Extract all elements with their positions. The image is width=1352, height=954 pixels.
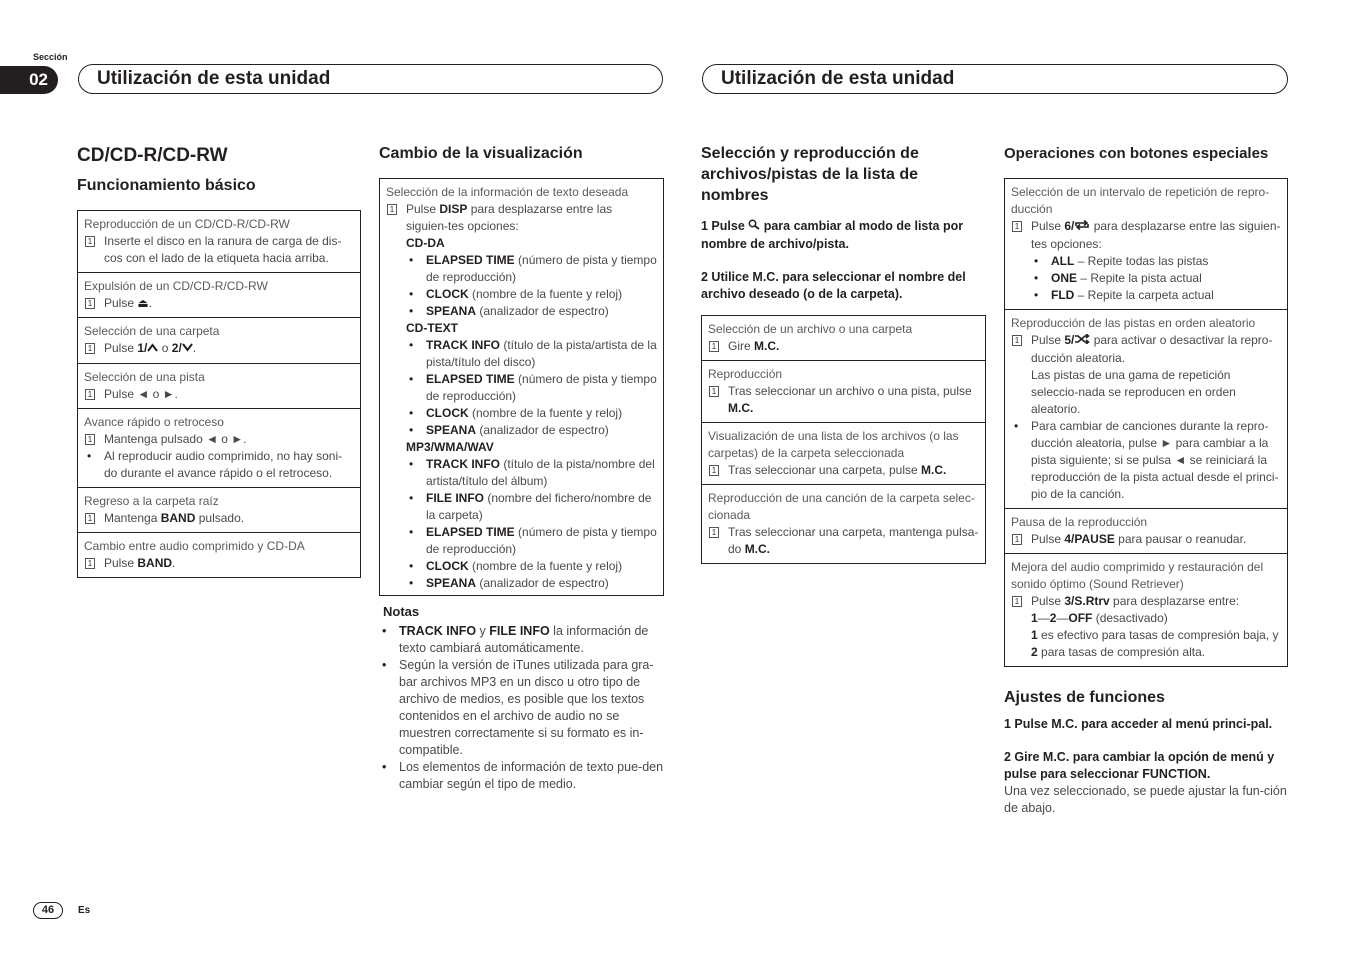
list-item: • TRACK INFO y FILE INFO la información de texto cambiará automáticamente.: [379, 623, 664, 657]
list-heading: Selección y reproducción de archivos/pistas de la lista de nombres: [701, 145, 919, 204]
table-row: Reproducción de las pistas en orden aleatorio 1 Pulse 5/ para activar o desactivar la repro-ducción aleatoria. Las pistas de una gama de repetición seleccio-nada se reproducen en orden aleatorio. • Para cambiar de canciones durante la repro-ducción aleatoria, pulse ► para cambiar a la pista siguiente; si se pulsa ◄ se reiniciará la reproducción de la pista actual desde el princi-pio de la canción.: [1005, 309, 1287, 508]
table-row: Regreso a la carpeta raíz 1 Mantenga BAND pulsado.: [78, 487, 360, 532]
eject-icon: ⏏: [137, 296, 149, 310]
instruction-1: 1 Pulse M.C. para acceder al menú princi-pal.: [1004, 717, 1273, 731]
table-row: Selección de un intervalo de repetición de repro-ducción 1 Pulse 6/ para desplazarse entre las siguien-tes opciones: • ALL – Repite todas las pistas • ONE – Repite la pista actual • FLD – Repite la carpeta actual: [1005, 179, 1287, 309]
search-icon: [748, 219, 760, 236]
repeat-icon: [1074, 219, 1090, 236]
column-list: [701, 143, 986, 564]
table-row: Pausa de la reproducción 1 Pulse 4/PAUSE para pausar o reanudar.: [1005, 508, 1287, 553]
instruction-2: 2 Utilice M.C. para seleccionar el nombre del archivo deseado (o de la carpeta).: [701, 270, 966, 301]
language-code: Es: [78, 905, 91, 916]
table-row: Selección de un archivo o una carpeta 1 Gire M.C.: [708, 322, 913, 353]
table-row: Avance rápido o retroceso 1 Mantenga pulsado ◄ o ►. • Al reproducir audio comprimido, no hay soni-do durante el avance rápido o el retroceso.: [78, 408, 360, 487]
table-row: Selección de una pista 1 Pulse ◄ o ►.: [78, 363, 360, 408]
list-item: • Según la versión de iTunes utilizada para gra-bar archivos MP3 en un disco u otro tipo de archivo de medios, es posible que los textos contenidos en el archivo de audio no se muestren correctamente si su formato es in-compatible.: [379, 657, 664, 759]
display-heading: Cambio de la visualización: [379, 145, 583, 162]
settings-heading: Ajustes de funciones: [1004, 689, 1165, 706]
table-row: Reproducción 1 Tras seleccionar un archivo o una pista, pulse M.C.: [702, 360, 985, 422]
page-title-right: Utilización de esta unidad: [702, 64, 1288, 94]
cd-operations-table: [77, 210, 361, 578]
table-row: Visualización de una lista de los archivos (o las carpetas) de la carpeta seleccionada 1 Tras seleccionar una carpeta, pulse M.C.: [702, 422, 985, 484]
section-label: Sección: [33, 52, 68, 62]
notes-list: [379, 623, 664, 793]
instruction-2-text: Una vez seleccionado, se puede ajustar la fun-ción de abajo.: [1004, 784, 1287, 815]
table-row: Selección de la información de texto deseada 1 Pulse DISP para desplazarse entre las siguien-tes opciones: CD-DA • ELAPSED TIME (número de pista y tiempo de reproducción) • CLOCK (nombre de la fuente y reloj) • SPEANA (analizador de espectro) CD-TEXT • TRACK INFO (título de la pista/artista de la pista/título del disco) • ELAPSED TIME (número de pista y tiempo de reproducción) • CLOCK (nombre de la fuente y reloj) • SPEANA (analizador de espectro) MP3/WMA/WAV • TRACK INFO (título de la pista/nombre del artista/título del álbum) • FILE INFO (nombre del fichero/nombre de la carpeta) • ELAPSED TIME (número de pista y tiempo de reproducción) • CLOCK (nombre de la fuente y reloj) • SPEANA (analizador de espectro): [380, 179, 663, 595]
special-heading: Operaciones con botones especiales: [1004, 145, 1269, 162]
display-table: [379, 178, 664, 596]
instruction-2: 2 Gire M.C. para cambiar la opción de menú y pulse para seleccionar FUNCTION.: [1004, 750, 1275, 781]
list-table: [701, 315, 986, 564]
table-row: Expulsión de un CD/CD-R/CD-RW 1 Pulse ⏏.: [78, 272, 360, 317]
shuffle-icon: [1074, 333, 1090, 350]
table-row: Cambio entre audio comprimido y CD-DA 1 Pulse BAND.: [78, 532, 360, 577]
column-cd: [77, 143, 361, 578]
section-number: 02: [0, 66, 58, 94]
table-row: Selección de una carpeta 1 Pulse 1/ o 2/ .: [78, 317, 360, 363]
cd-heading: CD/CD-R/CD-RW: [77, 145, 228, 166]
notes-title: Notas: [383, 604, 420, 619]
chevron-up-icon: [147, 341, 158, 358]
table-row: Reproducción de una canción de la carpeta selec-cionada 1 Tras seleccionar una carpeta, mantenga pulsa-do M.C.: [702, 484, 985, 563]
chevron-down-icon: [182, 341, 193, 358]
page-title-left: Utilización de esta unidad: [78, 64, 663, 94]
instruction-1: 1 Pulse para cambiar al modo de lista por nombre de archivo/pista.: [701, 219, 964, 251]
table-row: Mejora del audio comprimido y restauración del sonido óptimo (Sound Retriever) 1 Pulse 3/S.Rtrv para desplazarse entre: 1—2—OFF (desactivado) 1 es efectivo para tasas de compresión baja, y 2 para tasas de compresión alta.: [1005, 553, 1287, 666]
list-item: • Los elementos de información de texto pue-den cambiar según el tipo de medio.: [379, 759, 664, 793]
table-row: Reproducción de un CD/CD-R/CD-RW 1 Inserte el disco en la ranura de carga de dis-cos con el lado de la etiqueta hacia arriba.: [84, 217, 342, 265]
special-table: [1004, 178, 1288, 667]
column-special: [1004, 143, 1288, 817]
column-display: [379, 143, 664, 793]
page-number: 46: [33, 902, 63, 919]
basic-operation-heading: Funcionamiento básico: [77, 177, 256, 194]
